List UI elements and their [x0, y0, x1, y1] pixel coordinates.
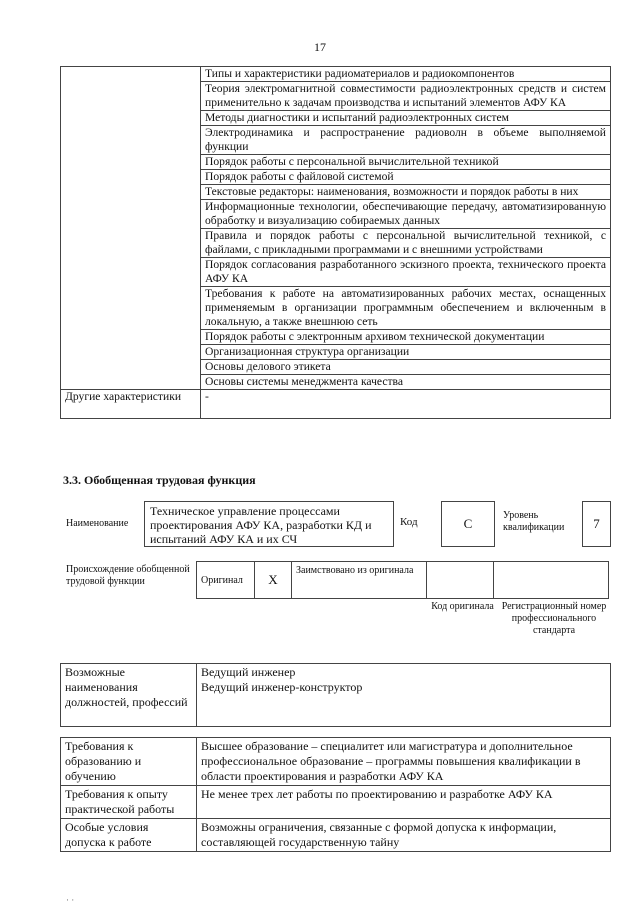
requirement-label: Требования к образованию и обучению: [61, 738, 197, 786]
positions-values: [197, 664, 611, 727]
knowledge-item: Основы системы менеджмента качества: [201, 375, 611, 390]
knowledge-row: [61, 67, 611, 82]
requirement-row: [61, 819, 611, 852]
requirement-label: Требования к опыту практической работы: [61, 786, 197, 819]
requirement-value: Не менее трех лет работы по проектированию и разработке АФУ КА: [197, 786, 611, 819]
knowledge-item: Электродинамика и распространение радиоволн в объеме выполняемой функции: [201, 126, 611, 155]
borrowed-label: Заимствовано из оригинала: [291, 561, 427, 599]
section-title: 3.3. Обобщенная трудовая функция: [63, 473, 256, 487]
knowledge-item: Текстовые редакторы: наименования, возможности и порядок работы в них: [201, 185, 611, 200]
page-number: 17: [314, 40, 326, 54]
knowledge-item: Организационная структура организации: [201, 345, 611, 360]
original-code-cell: [426, 561, 494, 599]
other-characteristics-label: Другие характеристики: [61, 390, 201, 419]
registration-number-cell: [493, 561, 609, 599]
function-code-box: C: [441, 501, 495, 547]
knowledge-item: Правила и порядок работы с персональной вычислительной техникой, с файлами, с прикладными программами и с внешними устройствами: [201, 229, 611, 258]
knowledge-table: [60, 66, 611, 419]
requirement-value: Высшее образование – специалитет или магистратура и дополнительное профессиональное образование – программы повышения квалификации в области проектирования и разработки АФУ КА: [197, 738, 611, 786]
level-label: Уровень квалификации: [503, 510, 565, 533]
knowledge-item: Информационные технологии, обеспечивающие передачу, автоматизированную обработку и визуализацию собираемых данных: [201, 200, 611, 229]
origin-label: Происхождение обобщенной трудовой функции: [66, 564, 190, 587]
requirement-row: [61, 786, 611, 819]
other-characteristics-value: -: [201, 390, 611, 419]
name-label: Наименование: [66, 518, 129, 529]
knowledge-item: Порядок работы с файловой системой: [201, 170, 611, 185]
other-characteristics-row: [61, 390, 611, 419]
knowledge-item: Типы и характеристики радиоматериалов и радиокомпонентов: [201, 67, 611, 82]
knowledge-item: Порядок согласования разработанного эскизного проекта, технического проекта АФУ КА: [201, 258, 611, 287]
origin-row: [196, 561, 611, 599]
requirement-row: [61, 738, 611, 786]
positions-table: [60, 663, 611, 727]
requirement-label: Особые условия допуска к работе: [61, 819, 197, 852]
original-label: Оригинал: [196, 561, 255, 599]
knowledge-label-cell: [61, 67, 201, 390]
registration-caption: Регистрационный номер профессионального стандарта: [501, 601, 607, 636]
scan-mark: · ·: [66, 895, 75, 905]
code-label: Код: [400, 516, 418, 528]
knowledge-item: Требования к работе на автоматизированных рабочих местах, оснащенных применяемым в организации программным обеспечением и включенным в локальную, а также внешнюю сеть: [201, 287, 611, 330]
position-item: Ведущий инженер: [201, 665, 296, 679]
knowledge-item: Порядок работы с персональной вычислительной техникой: [201, 155, 611, 170]
requirements-table: [60, 737, 611, 852]
knowledge-item: Основы делового этикета: [201, 360, 611, 375]
requirement-value: Возможны ограничения, связанные с формой допуска к информации, составляющей государственную тайну: [197, 819, 611, 852]
qualification-level-box: 7: [582, 501, 611, 547]
position-item: Ведущий инженер-конструктор: [201, 680, 363, 694]
knowledge-item: Порядок работы с электронным архивом технической документации: [201, 330, 611, 345]
function-name-box: Техническое управление процессами проектирования АФУ КА, разработки КД и испытаний АФУ КА и их СЧ: [144, 501, 394, 547]
knowledge-item: Методы диагностики и испытаний радиоэлектронных систем: [201, 111, 611, 126]
knowledge-item: Теория электромагнитной совместимости радиоэлектронных средств и систем применительно к задачам производства и испытаний элементов АФУ КА: [201, 82, 611, 111]
original-mark: X: [254, 561, 292, 599]
positions-label: Возможные наименования должностей, профессий: [61, 664, 197, 727]
code-caption: Код оригинала: [431, 601, 494, 612]
